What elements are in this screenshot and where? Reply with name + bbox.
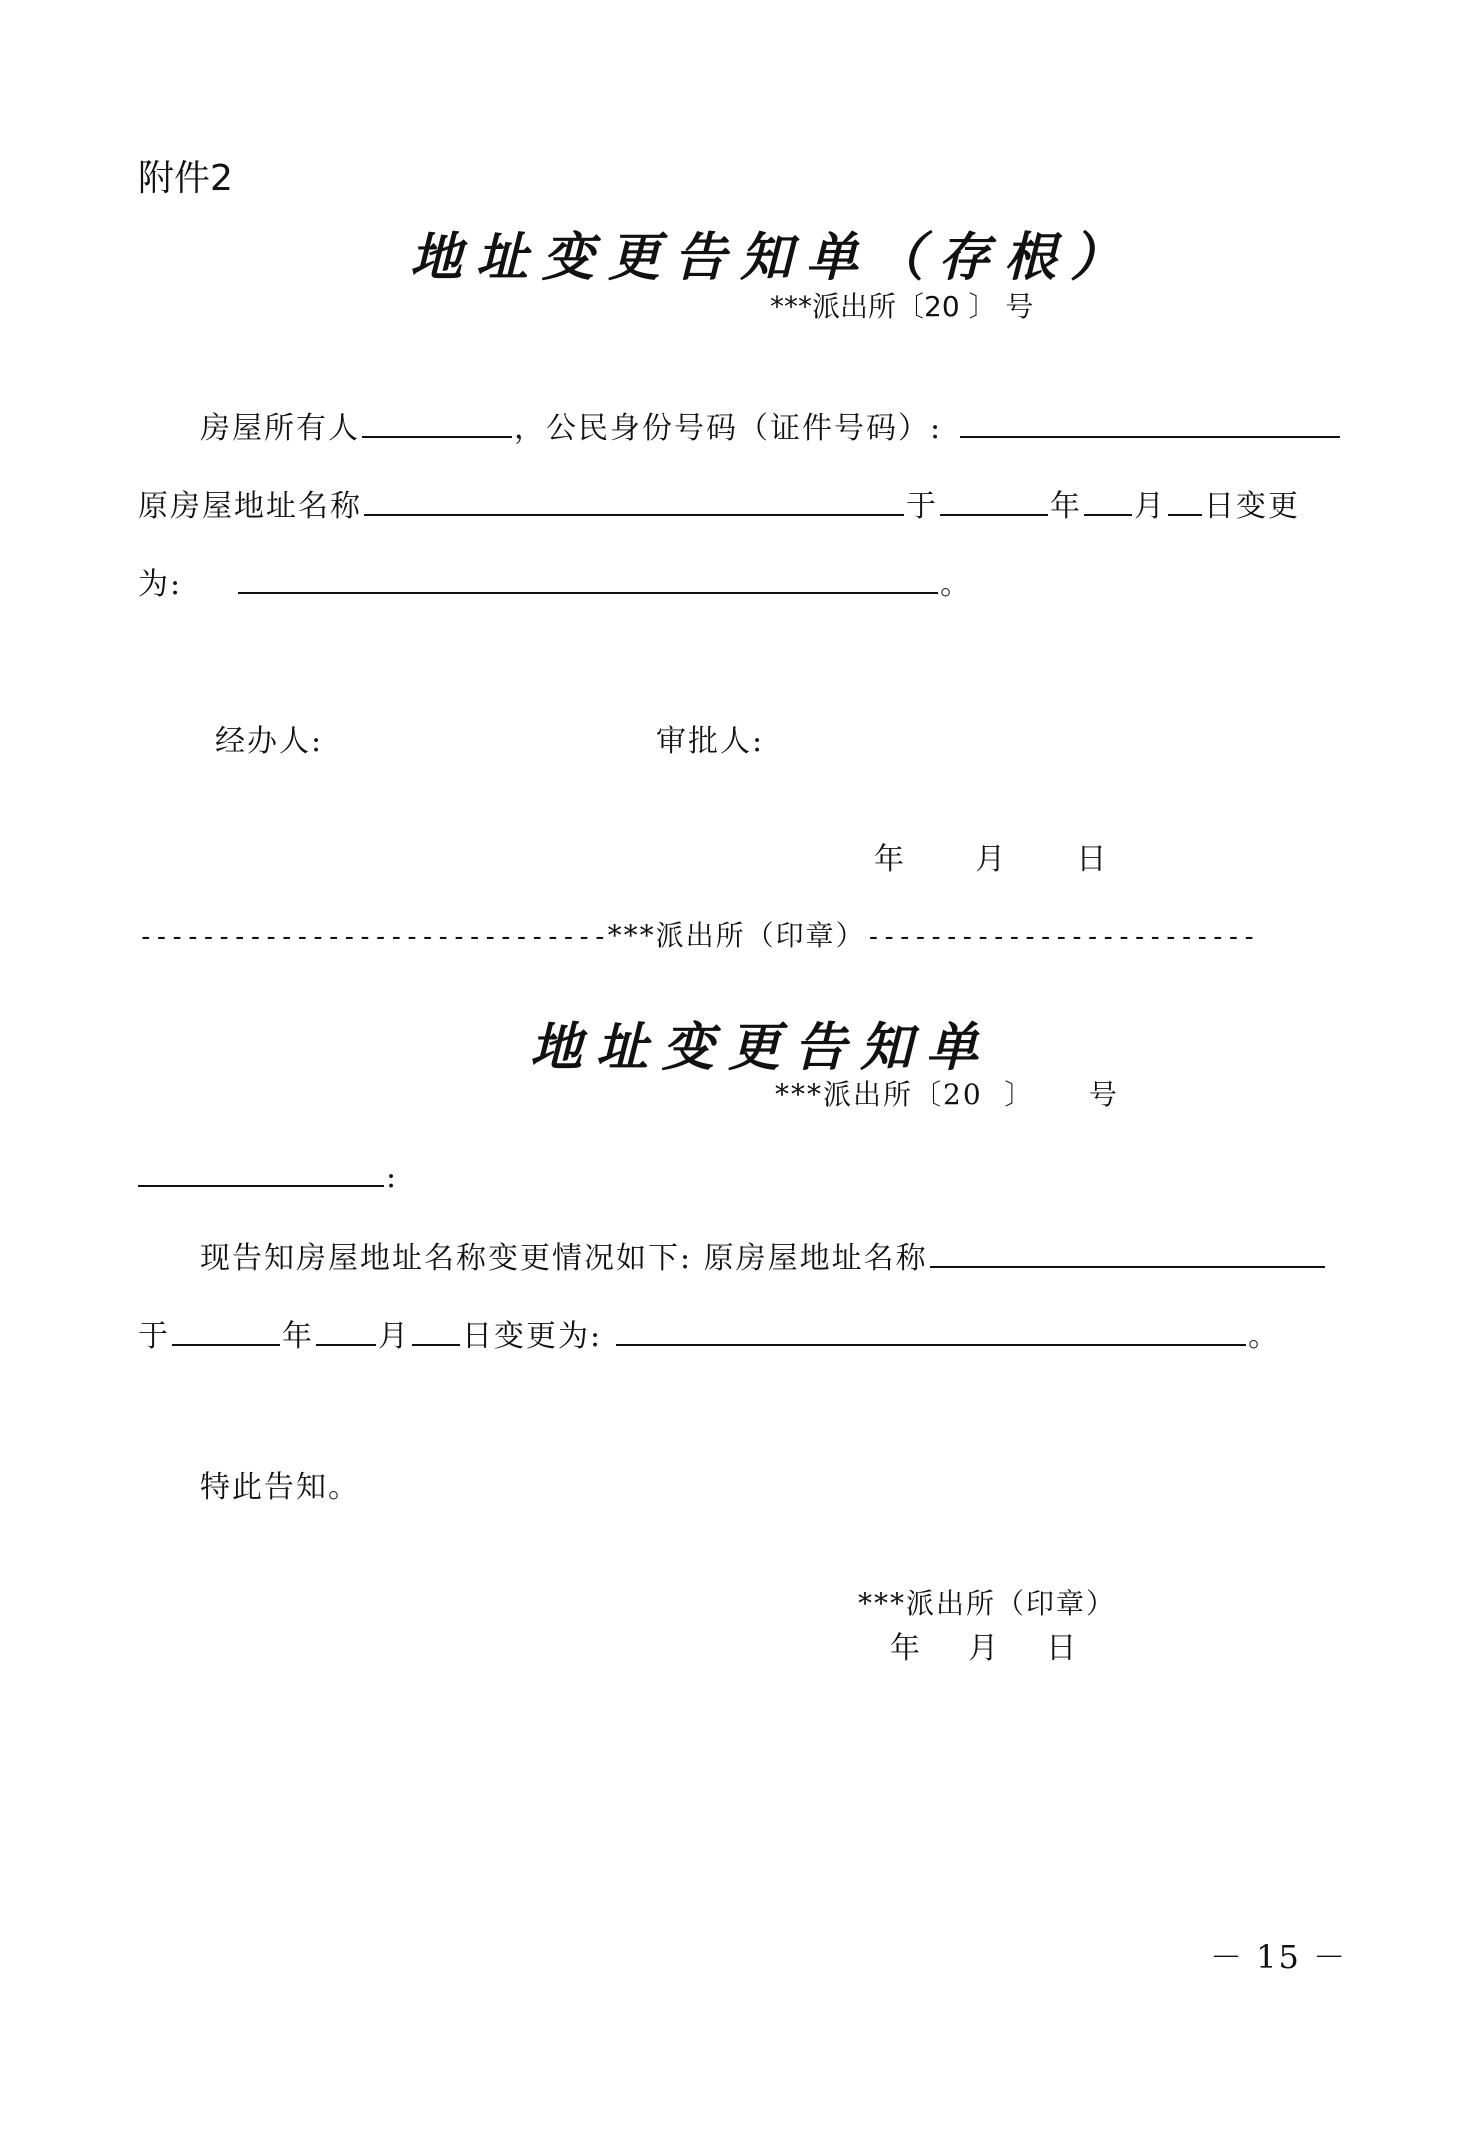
notice-new-address-blank	[616, 1314, 1246, 1346]
stub-line-3	[138, 559, 972, 603]
notice-changed-to-label: 日变更为:	[462, 1319, 603, 1354]
notice-day-blank	[412, 1314, 460, 1346]
notice-month-blank	[316, 1314, 376, 1346]
notice-on-label: 于	[138, 1319, 170, 1354]
handler-label: 经办人:	[215, 724, 324, 759]
changed-label: 日变更	[1204, 489, 1300, 524]
closing-text: 特此告知。	[200, 1470, 360, 1505]
cut-line-separator	[138, 914, 1257, 954]
notice-year-label: 年	[282, 1319, 314, 1354]
notice-body-1	[200, 1233, 1327, 1277]
dash-left: ------------------------------	[138, 922, 608, 952]
stub-line-1	[200, 403, 1342, 447]
period: 。	[940, 567, 973, 602]
month-label: 月	[1134, 489, 1166, 524]
addressee-blank	[138, 1155, 384, 1187]
id-number-label: ，公民身份号码（证件号码）:	[514, 411, 943, 446]
notice-month-label: 月	[378, 1319, 410, 1354]
day-blank	[1168, 484, 1202, 516]
notice-original-address-blank	[930, 1236, 1325, 1268]
owner-blank	[362, 406, 512, 438]
original-address-label: 原房屋地址名称	[138, 489, 362, 524]
separator-seal: ***派出所（印章）	[607, 919, 866, 952]
on-label: 于	[906, 489, 938, 524]
notice-year-blank	[172, 1314, 280, 1346]
year-blank	[940, 484, 1048, 516]
month-blank	[1084, 484, 1132, 516]
stub-doc-number: ***派出所〔20 〕 号	[770, 290, 1034, 323]
changed-to-label: 为:	[138, 567, 183, 602]
notice-title: 地址变更告知单	[530, 1017, 993, 1078]
notice-date: 年 月 日	[890, 1631, 1079, 1666]
id-number-blank	[960, 406, 1340, 438]
new-address-blank	[238, 562, 938, 594]
approver-label: 审批人:	[656, 724, 765, 759]
attachment-label: 附件2	[138, 158, 233, 199]
notice-intro: 现告知房屋地址名称变更情况如下: 原房屋地址名称	[200, 1241, 928, 1276]
owner-label: 房屋所有人	[200, 411, 360, 446]
addressee-colon: :	[386, 1160, 399, 1195]
stub-title: 地址变更告知单（存根）	[410, 227, 1137, 288]
notice-doc-number: ***派出所〔20 〕 号	[775, 1078, 1119, 1111]
original-address-blank	[364, 484, 904, 516]
stub-date: 年 月 日	[874, 842, 1109, 877]
dash-right: -------------------------	[865, 922, 1257, 952]
year-label: 年	[1050, 489, 1082, 524]
notice-body-2	[138, 1311, 1280, 1355]
page-number: － 15 －	[1210, 1938, 1348, 1976]
notice-period: 。	[1248, 1319, 1281, 1354]
stub-line-2	[138, 481, 1300, 525]
addressee-line	[138, 1155, 398, 1195]
notice-seal: ***派出所（印章）	[858, 1587, 1117, 1620]
